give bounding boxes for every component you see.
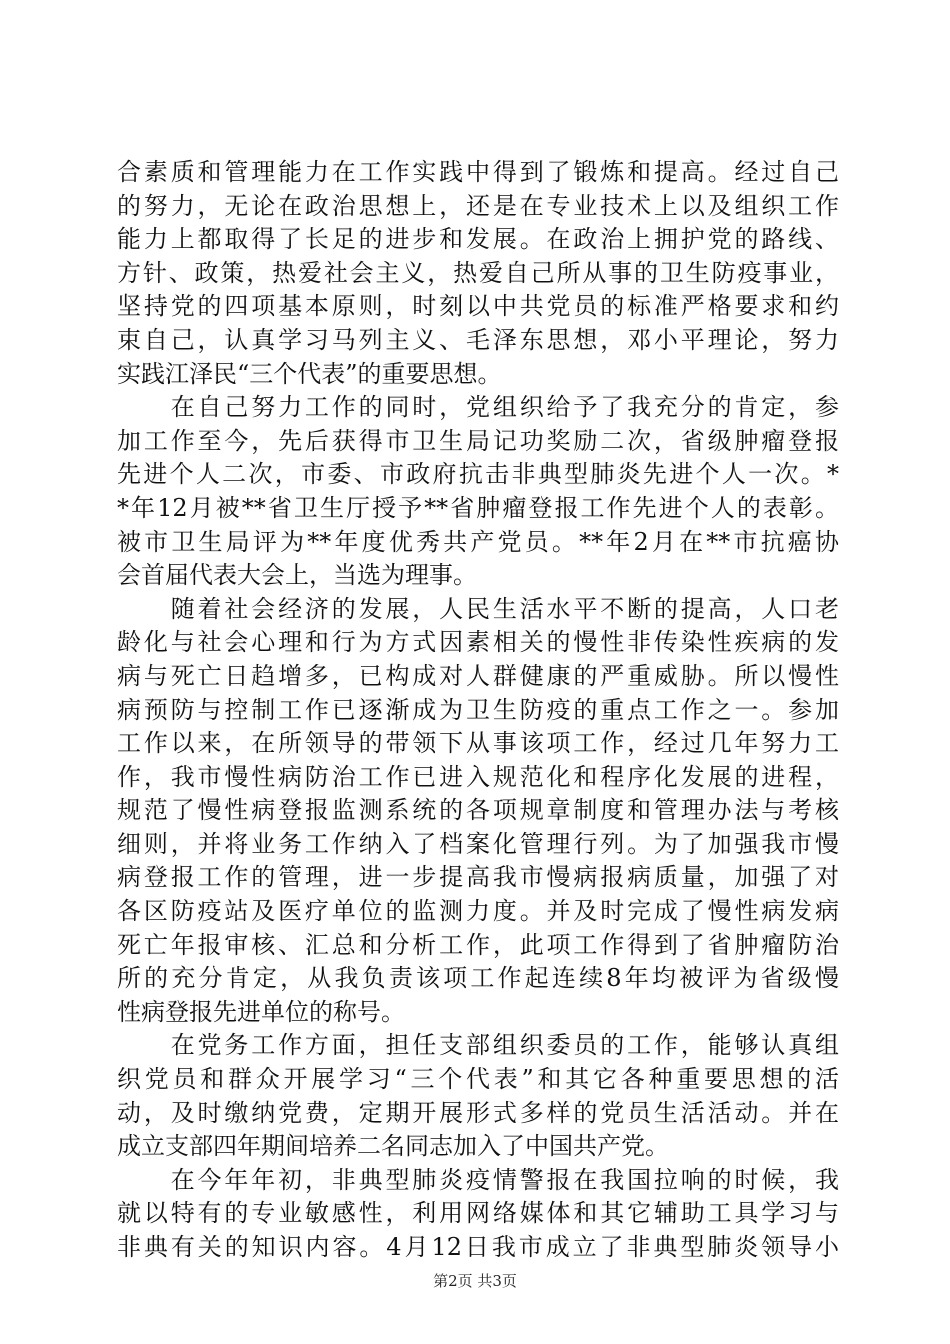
text-line: 加工作至今，先后获得市卫生局记功奖励二次，省级肿瘤登报 [117, 426, 839, 455]
text-line: 束自己，认真学习马列主义、毛泽东思想，邓小平理论，努力 [117, 325, 839, 354]
text-line: 被市卫生局评为**年度优秀共产党员。**年2月在**市抗癌协 [117, 527, 839, 556]
text-line: 坚持党的四项基本原则，时刻以中共党员的标准严格要求和约 [117, 292, 839, 321]
text-line: *年12月被**省卫生厅授予**省肿瘤登报工作先进个人的表彰。 [117, 493, 839, 522]
text-line: 织党员和群众开展学习“三个代表”和其它各种重要思想的活 [117, 1065, 839, 1094]
page-number-footer: 第2页 共3页 [433, 1272, 517, 1290]
text-line: 各区防疫站及医疗单位的监测力度。并及时完成了慢性病发病 [117, 897, 839, 926]
text-line: 合素质和管理能力在工作实践中得到了锻炼和提高。经过自己 [117, 158, 839, 186]
text-line: 病预防与控制工作已逐渐成为卫生防疫的重点工作之一。参加 [117, 695, 839, 724]
text-line: 病与死亡日趋增多，已构成对人群健康的严重威胁。所以慢性 [117, 661, 839, 690]
text-line: 能力上都取得了长足的进步和发展。在政治上拥护党的路线、 [117, 225, 839, 254]
text-line: 方针、政策，热爱社会主义，热爱自己所从事的卫生防疫事业， [117, 258, 839, 287]
text-line: 在自己努力工作的同时，党组织给予了我充分的肯定，参 [117, 393, 839, 422]
text-line: 先进个人二次，市委、市政府抗击非典型肺炎先进个人一次。* [117, 460, 839, 489]
text-line: 所的充分肯定，从我负责该项工作起连续8年均被评为省级慢 [117, 964, 839, 993]
text-line: 性病登报先进单位的称号。 [117, 997, 405, 1026]
text-line: 会首届代表大会上，当选为理事。 [117, 561, 477, 590]
text-line: 的努力，无论在政治思想上，还是在专业技术上以及组织工作 [117, 191, 839, 220]
text-line: 动，及时缴纳党费，定期开展形式多样的党员生活活动。并在 [117, 1098, 839, 1127]
document-body [117, 156, 839, 1265]
text-line: 细则，并将业务工作纳入了档案化管理行列。为了加强我市慢 [117, 829, 839, 858]
text-line: 龄化与社会心理和行为方式因素相关的慢性非传染性疾病的发 [117, 628, 839, 657]
text-line: 作，我市慢性病防治工作已进入规范化和程序化发展的进程， [117, 762, 839, 791]
text-line: 实践江泽民“三个代表”的重要思想。 [117, 359, 502, 388]
text-line: 成立支部四年期间培养二名同志加入了中国共产党。 [117, 1132, 669, 1161]
text-line: 病登报工作的管理，进一步提高我市慢病报病质量，加强了对 [117, 863, 839, 892]
text-line: 非典有关的知识内容。4月12日我市成立了非典型肺炎领导小 [117, 1233, 839, 1261]
text-line: 工作以来，在所领导的带领下从事该项工作，经过几年努力工 [117, 729, 839, 758]
text-line: 死亡年报审核、汇总和分析工作，此项工作得到了省肿瘤防治 [117, 930, 839, 959]
text-line: 在党务工作方面，担任支部组织委员的工作，能够认真组 [117, 1031, 839, 1060]
text-line: 随着社会经济的发展，人民生活水平不断的提高，人口老 [117, 594, 839, 623]
text-line: 规范了慢性病登报监测系统的各项规章制度和管理办法与考核 [117, 796, 839, 825]
text-line: 在今年年初，非典型肺炎疫情警报在我国拉响的时候，我 [117, 1165, 839, 1194]
text-line: 就以特有的专业敏感性，利用网络媒体和其它辅助工具学习与 [117, 1199, 839, 1228]
